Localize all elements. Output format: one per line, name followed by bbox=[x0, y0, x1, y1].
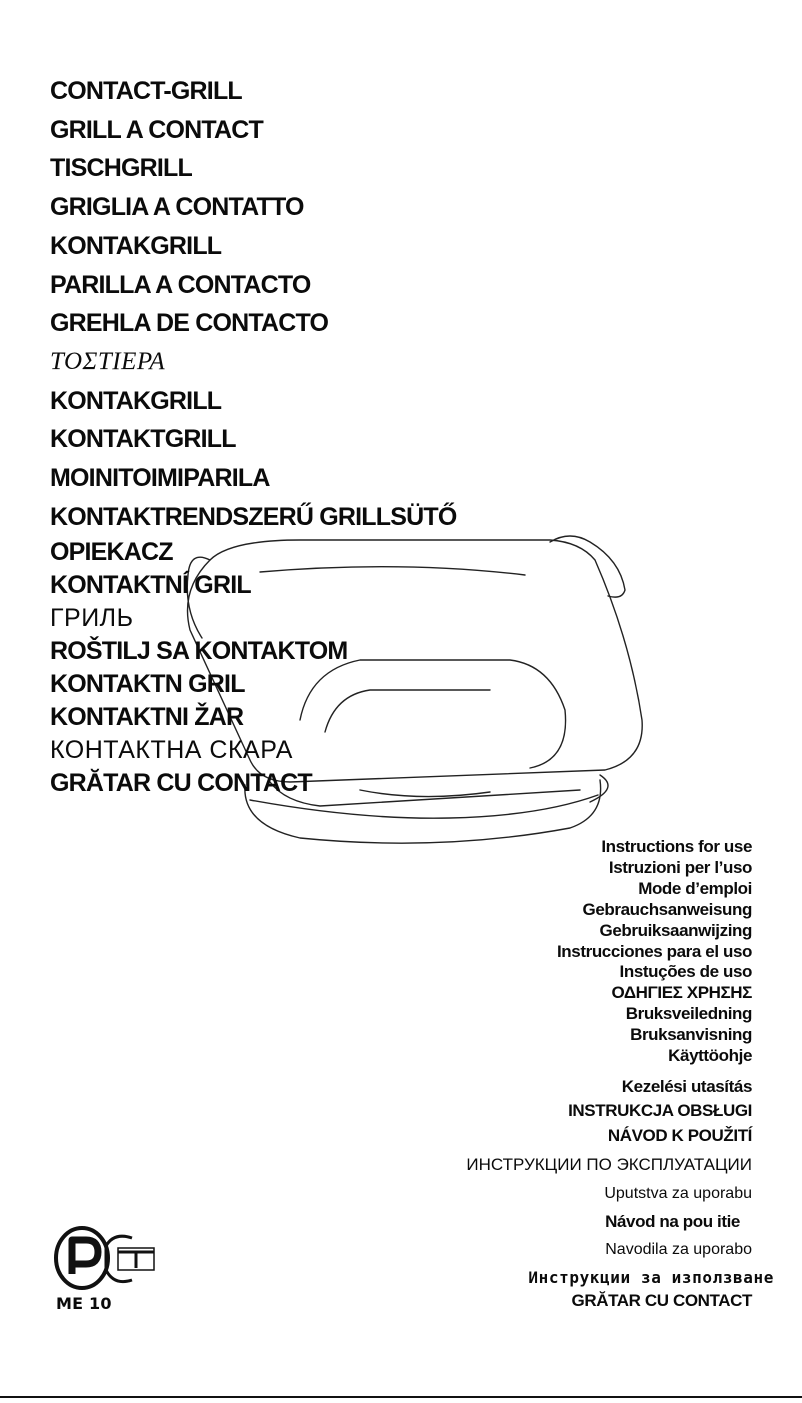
title-portuguese: GREHLA DE CONTACTO bbox=[50, 309, 329, 338]
instructions-russian: ИНСТРУКЦИИ ПО ЭКСПЛУАТАЦИИ bbox=[466, 1154, 752, 1174]
pct-certification-icon bbox=[52, 1224, 156, 1292]
instructions-portuguese: Instuções de uso bbox=[619, 962, 752, 982]
title-italian: GRIGLIA A CONTATTO bbox=[50, 193, 304, 222]
title-serbian: ROŠTILJ SA KONTAKTOM bbox=[50, 637, 348, 666]
instructions-english: Instructions for use bbox=[601, 837, 752, 856]
title-russian: ГРИЛЬ bbox=[50, 604, 134, 633]
title-greek: ΤΟΣΤΙΕΡΑ bbox=[50, 347, 166, 375]
title-romanian: GRĂTAR CU CONTACT bbox=[50, 769, 312, 798]
title-bulgarian: КОНТАКТНА СКАРА bbox=[50, 736, 293, 765]
title-slovenian: KONTAKTNI ŽAR bbox=[50, 703, 244, 732]
title-english: CONTACT-GRILL bbox=[50, 77, 242, 105]
instructions-serbian: Uputstva za uporabu bbox=[604, 1184, 752, 1202]
instructions-spanish: Instrucciones para el uso bbox=[556, 941, 752, 961]
instructions-czech: NÁVOD K POUŽITÍ bbox=[607, 1125, 752, 1145]
title-norwegian: KONTAKGRILL bbox=[50, 386, 222, 415]
instructions-finnish: Käyttöohje bbox=[668, 1046, 752, 1066]
title-slovak: KONTAKTN GRIL bbox=[50, 670, 245, 699]
instructions-greek: ΟΔΗΓΙΕΣ ΧΡΗΣΗΣ bbox=[611, 983, 752, 1003]
instructions-swedish: Bruksanvisning bbox=[630, 1025, 752, 1045]
instructions-hungarian: Kezelési utasítás bbox=[621, 1076, 752, 1096]
instructions-slovenian: Navodila za uporabo bbox=[605, 1240, 752, 1258]
bottom-divider bbox=[0, 1396, 802, 1398]
instructions-bulgarian: Инструкции за използване bbox=[528, 1267, 774, 1287]
instructions-polish: INSTRUKCJA OBSŁUGI bbox=[568, 1100, 752, 1120]
title-czech: KONTAKTNÍ GRIL bbox=[50, 571, 251, 600]
title-spanish: PARILLA A CONTACTO bbox=[50, 270, 311, 299]
instruction-title-list bbox=[466, 837, 774, 1312]
title-german: TISCHGRILL bbox=[50, 154, 192, 183]
instructions-german: Gebrauchsanweisung bbox=[582, 899, 752, 919]
title-swedish: KONTAKTGRILL bbox=[50, 425, 236, 454]
instructions-slovak: Návod na pou itie bbox=[605, 1211, 740, 1231]
title-hungarian: KONTAKTRENDSZERŰ GRILLSÜTŐ bbox=[50, 502, 457, 531]
product-title-list bbox=[50, 72, 457, 800]
instructions-romanian: GRĂTAR CU CONTACT bbox=[571, 1290, 752, 1310]
instructions-norwegian: Bruksveiledning bbox=[625, 1004, 752, 1024]
certification-label: ME 10 bbox=[56, 1294, 112, 1313]
instructions-french: Mode d’emploi bbox=[638, 878, 752, 898]
title-finnish: MOINITOIMIPARILA bbox=[50, 464, 270, 493]
title-dutch: KONTAKGRILL bbox=[50, 231, 222, 260]
title-french: GRILL A CONTACT bbox=[50, 115, 263, 144]
instructions-dutch: Gebruiksaanwijzing bbox=[599, 920, 752, 940]
title-polish: OPIEKACZ bbox=[50, 538, 173, 567]
instructions-italian: Istruzioni per l’uso bbox=[608, 857, 752, 877]
